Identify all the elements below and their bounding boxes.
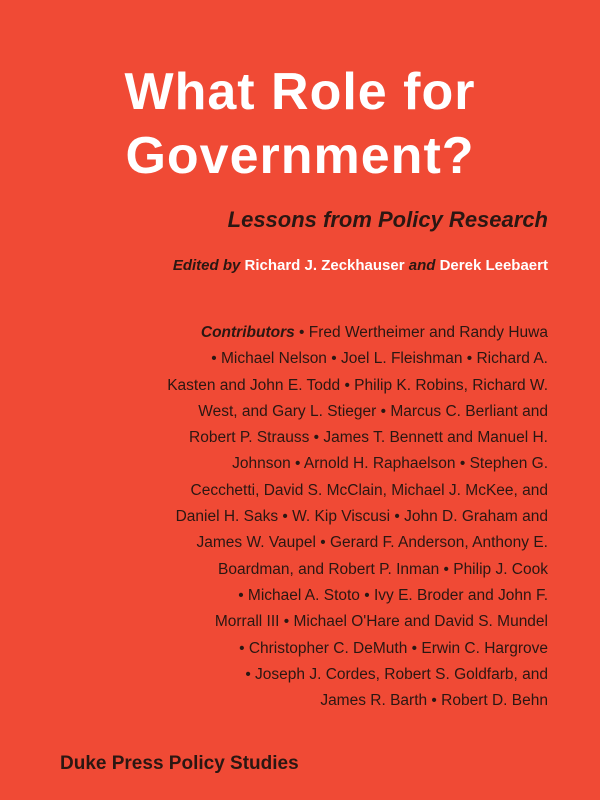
contributors-line: Kasten and John E. Todd • Philip K. Robins, Richard W. bbox=[167, 376, 548, 394]
contributors-line: West, and Gary L. Stieger • Marcus C. Berliant and bbox=[198, 402, 548, 420]
contributors-line: • Joseph J. Cordes, Robert S. Goldfarb, and bbox=[245, 665, 548, 683]
title-line-2: Government? bbox=[125, 127, 475, 185]
contributors-line-text: • Fred Wertheimer and Randy Huwa bbox=[299, 324, 548, 341]
book-title bbox=[0, 60, 600, 188]
editors-prefix: Edited by bbox=[172, 257, 241, 274]
contributors-line: James W. Vaupel • Gerard F. Anderson, Anthony E. bbox=[196, 534, 548, 552]
contributors-line: • Michael Nelson • Joel L. Fleishman • Richard A. bbox=[211, 350, 548, 368]
contributors-line: James R. Barth • Robert D. Behn bbox=[320, 692, 548, 710]
contributors-label: Contributors bbox=[200, 324, 295, 341]
contributors-line: • Michael A. Stoto • Ivy E. Broder and John F. bbox=[238, 586, 548, 604]
contributors-line bbox=[48, 320, 548, 346]
editors-conjunction: and bbox=[408, 257, 436, 274]
editor-name-1: Richard J. Zeckhauser bbox=[244, 257, 405, 274]
contributors-line: Morrall III • Michael O'Hare and David S. Mundel bbox=[214, 613, 548, 631]
book-subtitle: Lessons from Policy Research bbox=[227, 207, 548, 232]
contributors-line: Boardman, and Robert P. Inman • Philip J. Cook bbox=[218, 560, 548, 578]
contributors-list bbox=[48, 320, 548, 714]
contributors-line: Robert P. Strauss • James T. Bennett and Manuel H. bbox=[189, 429, 548, 447]
contributors-line: Cecchetti, David S. McClain, Michael J. McKee, and bbox=[190, 481, 548, 499]
contributors-line: Daniel H. Saks • W. Kip Viscusi • John D. Graham and bbox=[175, 508, 548, 526]
contributors-line: Johnson • Arnold H. Raphaelson • Stephen G. bbox=[232, 455, 548, 473]
contributors-line: • Christopher C. DeMuth • Erwin C. Hargrove bbox=[239, 639, 548, 657]
series-name: Duke Press Policy Studies bbox=[60, 753, 299, 774]
editors-credit bbox=[173, 256, 548, 276]
title-line-1: What Role for bbox=[124, 63, 476, 121]
editor-name-2: Derek Leebaert bbox=[439, 257, 548, 274]
